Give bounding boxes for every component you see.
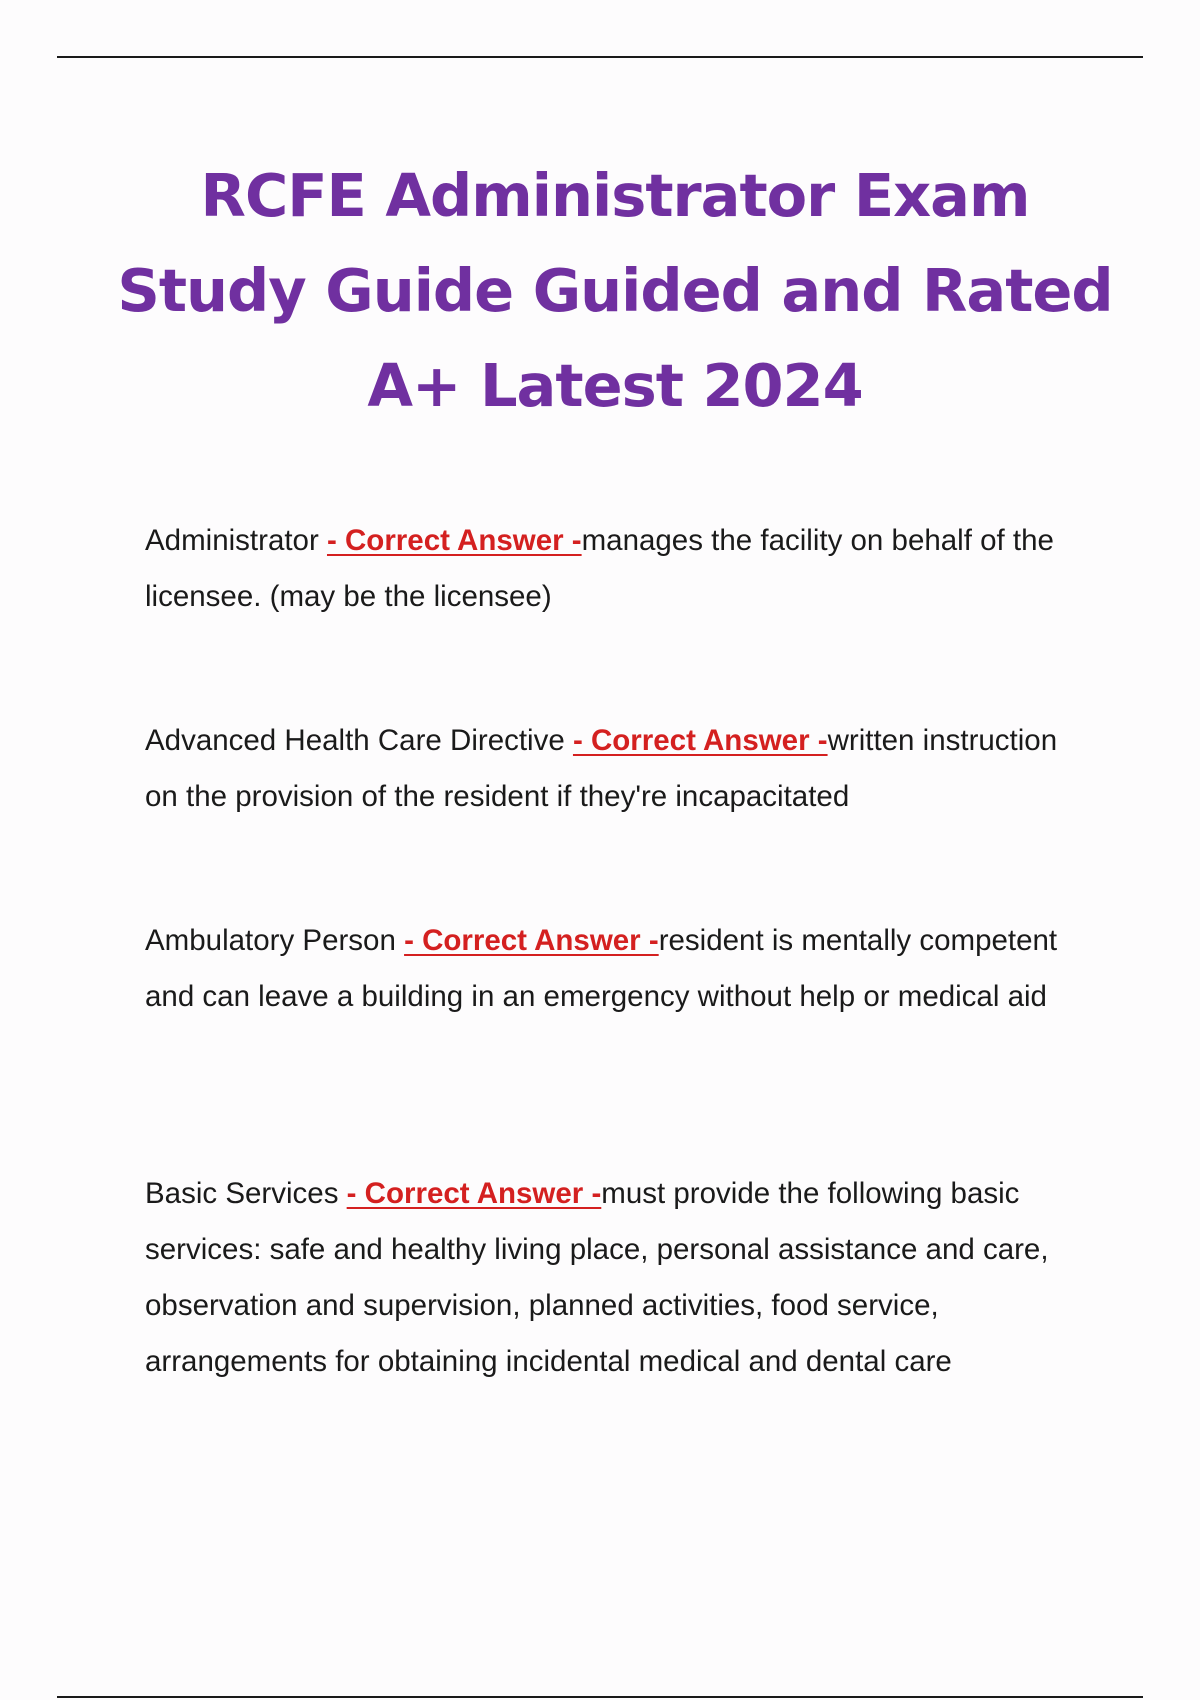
entry-ambulatory-person bbox=[145, 913, 1095, 1025]
entry-term: Administrator bbox=[145, 524, 327, 557]
correct-answer-label: - Correct Answer - bbox=[346, 1177, 602, 1210]
correct-answer-label: - Correct Answer - bbox=[404, 924, 659, 957]
entry-definition: written instruction on the provision of the resident if they're incapacitated bbox=[145, 724, 1058, 813]
correct-answer-label: - Correct Answer - bbox=[572, 724, 828, 757]
title-line-1: RCFE Administrator Exam bbox=[200, 161, 1030, 230]
entry-administrator bbox=[145, 513, 1095, 625]
top-horizontal-rule bbox=[57, 56, 1143, 58]
correct-answer-label: - Correct Answer - bbox=[326, 524, 582, 557]
entry-term: Ambulatory Person bbox=[145, 924, 405, 957]
bottom-horizontal-rule bbox=[57, 1696, 1143, 1698]
title-line-2: Study Guide Guided and Rated bbox=[117, 256, 1113, 325]
entry-definition: resident is mentally competent and can leave a building in an emergency without help or medical aid bbox=[145, 924, 1058, 1013]
title-line-3: A+ Latest 2024 bbox=[367, 351, 863, 420]
entry-basic-services bbox=[145, 1166, 1095, 1390]
entry-advanced-health-care-directive bbox=[145, 713, 1095, 825]
entry-definition: must provide the following basic services: safe and healthy living place, personal assistance and care, observation and supervision, planned activities, food service, arrangements for obtaining incidental medical and dental care bbox=[145, 1177, 1049, 1378]
entry-term: Advanced Health Care Directive bbox=[145, 724, 573, 757]
entry-term: Basic Services bbox=[145, 1177, 347, 1210]
document-title bbox=[100, 148, 1130, 433]
entry-definition: manages the facility on behalf of the licensee. (may be the licensee) bbox=[145, 524, 1054, 613]
